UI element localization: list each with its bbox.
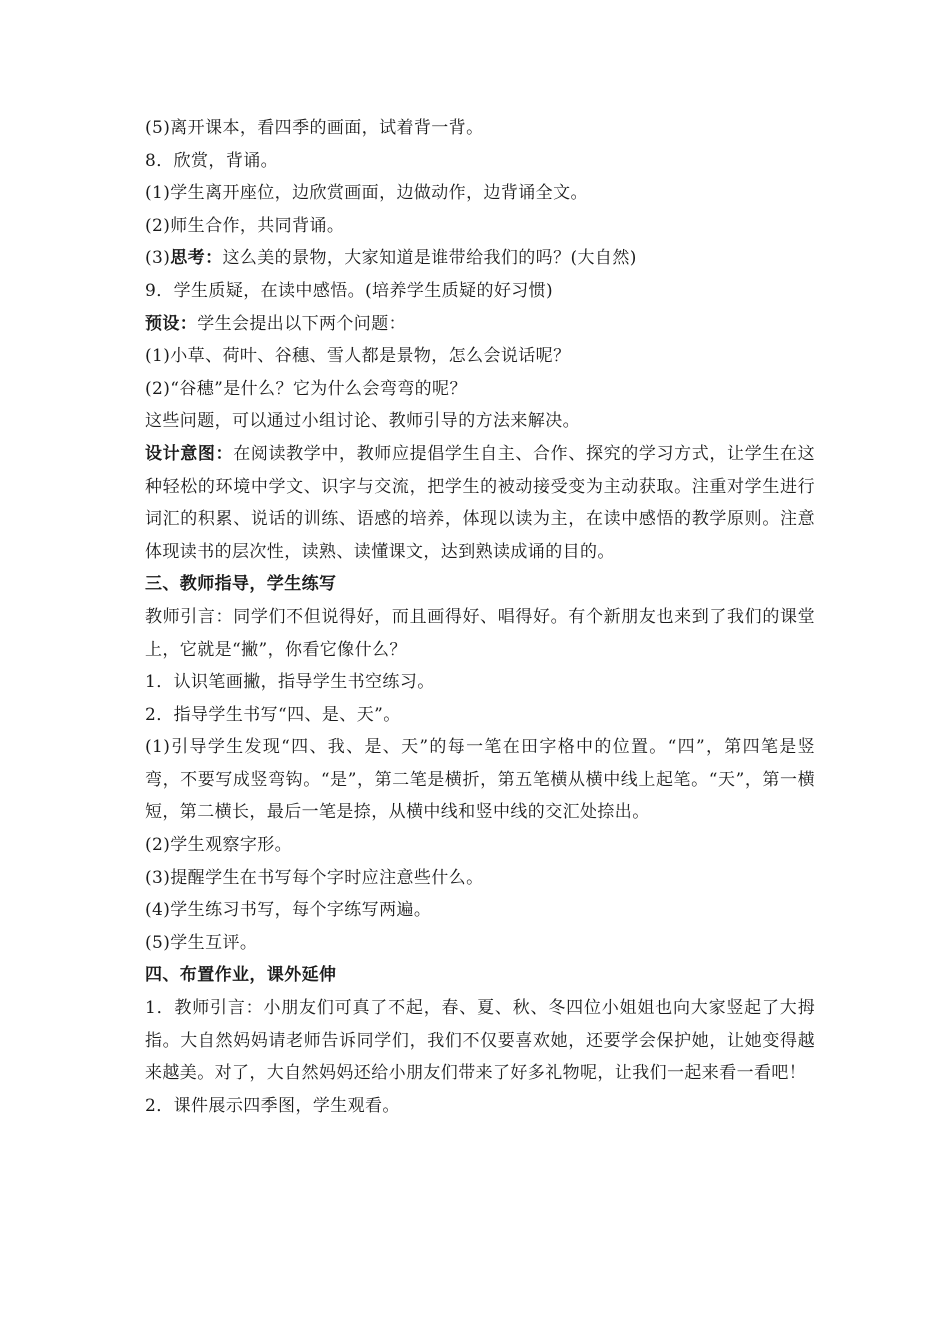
numbered-item: 8．欣赏，背诵。 bbox=[145, 150, 279, 171]
text-line: (5)学生互评。 bbox=[145, 932, 258, 953]
numbered-item: 9．学生质疑，在读中感悟。(培养学生质疑的好习惯) bbox=[145, 280, 554, 301]
bold-label: 设计意图： bbox=[145, 443, 234, 464]
numbered-item: 2．课件展示四季图，学生观看。 bbox=[145, 1095, 400, 1116]
paragraph-text: 在阅读教学中，教师应提倡学生自主、合作、探究的学习方式，让学生在这种轻松的环境中学文、识字与交流，把学生的被动接受变为主动获取。注重对学生进行词汇的积累、说话的训练、语感的培养，体现以读为主，在读中感悟的教学原则。注意体现读书的层次性，读熟、读懂课文，达到熟读成诵的目的。 bbox=[145, 443, 816, 562]
numbered-item: 2．指导学生书写“四、是、天”。 bbox=[145, 704, 401, 725]
text-line: (2)学生观察字形。 bbox=[145, 835, 293, 856]
line-prefix: (3) bbox=[145, 248, 171, 269]
numbered-item: 1．认识笔画撇，指导学生书空练习。 bbox=[145, 672, 435, 693]
line-text: 这么美的景物，大家知道是谁带给我们的吗？(大自然) bbox=[222, 248, 637, 269]
design-intent-paragraph bbox=[145, 438, 815, 568]
text-line: (2)师生合作，共同背诵。 bbox=[145, 215, 345, 236]
paragraph: 1．教师引言：小朋友们可真了不起，春、夏、秋、冬四位小姐姐也向大家竖起了大拇指。大自然妈妈请老师告诉同学们，我们不仅要喜欢她，还要学会保护她，让她变得越来越美。对了，大自然妈妈还给小朋友们带来了好多礼物呢，让我们一起来看一看吧！ bbox=[145, 998, 815, 1084]
text-line-with-bold-label bbox=[145, 308, 815, 341]
text-line: (3)提醒学生在书写每个字时应注意些什么。 bbox=[145, 867, 484, 888]
text-line: (1)学生离开座位，边欣赏画面，边做动作，边背诵全文。 bbox=[145, 183, 588, 204]
text-line: (5)离开课本，看四季的画面，试着背一背。 bbox=[145, 118, 484, 138]
section-heading: 四、布置作业，课外延伸 bbox=[145, 965, 337, 986]
text-line: 这些问题，可以通过小组讨论、教师引导的方法来解决。 bbox=[145, 411, 580, 432]
paragraph: (1)引导学生发现“四、我、是、天”的每一笔在田字格中的位置。“四”，第四笔是竖弯，不要写成竖弯钩。“是”，第二笔是横折，第五笔横从横中线上起笔。“天”，第一横短，第二横长，最后一笔是捺，从横中线和竖中线的交汇处捺出。 bbox=[145, 737, 815, 823]
bold-label: 预设： bbox=[145, 313, 198, 334]
bold-label: 思考： bbox=[170, 248, 223, 269]
text-line: (4)学生练习书写，每个字练写两遍。 bbox=[145, 900, 432, 921]
line-text: 学生会提出以下两个问题： bbox=[197, 313, 407, 334]
paragraph: 教师引言：同学们不但说得好，而且画得好、唱得好。有个新朋友也来到了我们的课堂上，它就是“撇”，你看它像什么？ bbox=[145, 606, 815, 660]
text-line: (1)小草、荷叶、谷穗、雪人都是景物，怎么会说话呢？ bbox=[145, 346, 571, 367]
document-body bbox=[145, 112, 815, 1122]
section-heading: 三、教师指导，学生练写 bbox=[145, 574, 337, 595]
text-line: (2)“谷穗”是什么？它为什么会弯弯的呢？ bbox=[145, 378, 467, 399]
text-line-with-bold-label bbox=[145, 242, 815, 275]
